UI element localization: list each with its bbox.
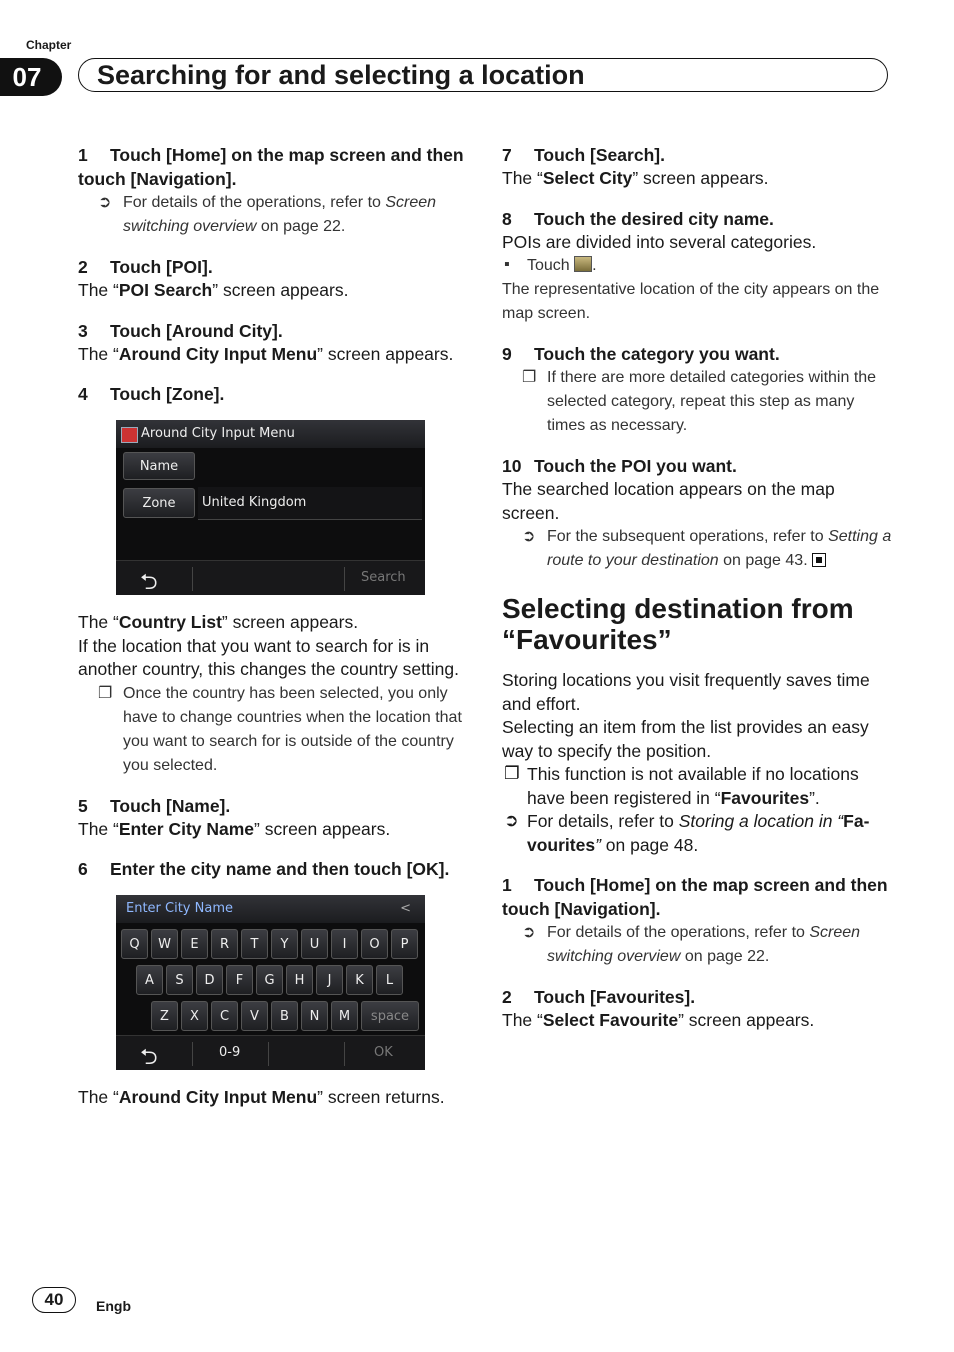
fav-step-1: 1 Touch [Home] on the map screen and then touch [Navigation]. <box>502 875 888 919</box>
chapter-number: 07 <box>0 58 62 96</box>
key-f[interactable]: F <box>226 965 253 995</box>
step-7: 7 Touch [Search]. <box>502 145 665 165</box>
step-8: 8 Touch the desired city name. <box>502 208 774 229</box>
search-button[interactable]: Search <box>361 570 406 585</box>
zone-value: United Kingdom <box>198 487 422 520</box>
step-5-desc: The “Enter City Name” screen appears. <box>78 818 391 839</box>
enter-city-screenshot <box>116 895 425 1070</box>
numbers-button[interactable]: 0-9 <box>219 1045 241 1060</box>
step-1: 1 Touch [Home] on the map screen and then touch [Navigation]. <box>78 145 464 189</box>
step-8-desc: POIs are divided into several categories. <box>502 231 817 252</box>
key-k[interactable]: K <box>346 965 373 995</box>
square-bullet-icon: ▪ <box>504 256 510 273</box>
back-icon[interactable]: ⮌ <box>140 1045 158 1070</box>
step-8-bullet-desc: The representative location of the city appears on the map screen. <box>502 281 880 322</box>
key-s[interactable]: S <box>166 965 193 995</box>
step-10-desc: The searched location appears on the map screen. <box>502 479 835 523</box>
step-10-note: ➲ For the subsequent operations, refer to Setting a route to your destination on page 43. <box>502 525 892 573</box>
key-space[interactable]: space <box>361 1001 419 1031</box>
checkbox-icon: ❐ <box>504 763 520 783</box>
backspace-icon[interactable]: < <box>400 901 411 916</box>
city-map-icon <box>574 256 592 272</box>
app-icon <box>121 427 138 443</box>
step-5: 5 Touch [Name]. <box>78 795 231 816</box>
checkbox-icon: ❐ <box>522 369 537 386</box>
page-number: 40 <box>32 1287 76 1313</box>
country-change-desc: If the location that you want to search for is in another country, this changes the country setting. <box>78 635 460 679</box>
section-title: Selecting destination from “Favourites” <box>502 593 854 655</box>
arrow-icon: ➲ <box>98 194 112 211</box>
key-b[interactable]: B <box>271 1001 298 1031</box>
section-note-2: ➲ For details, refer to Storing a location in “Favourites” on page 48. <box>504 810 870 855</box>
key-l[interactable]: L <box>376 965 403 995</box>
key-d[interactable]: D <box>196 965 223 995</box>
key-g[interactable]: G <box>256 965 283 995</box>
step-6-after: The “Around City Input Menu” screen returns. <box>78 1087 445 1107</box>
step-3: 3 Touch [Around City]. <box>78 320 283 341</box>
step-6: 6 Enter the city name and then touch [OK]. <box>78 859 450 879</box>
step-9: 9 Touch the category you want. <box>502 344 780 364</box>
arrow-icon: ➲ <box>504 810 519 830</box>
step-7-desc: The “Select City” screen appears. <box>502 168 769 188</box>
key-v[interactable]: V <box>241 1001 268 1031</box>
step-3-desc: The “Around City Input Menu” screen appears. <box>78 343 454 364</box>
section-para-2: Selecting an item from the list provides an easy way to specify the position. <box>502 717 869 761</box>
country-list-desc: The “Country List” screen appears. <box>78 612 359 632</box>
screen-title-bar: Around City Input Menu <box>116 420 425 448</box>
key-x[interactable]: X <box>181 1001 208 1031</box>
key-t[interactable]: T <box>241 929 268 959</box>
step-10: 10 Touch the POI you want. <box>502 456 737 476</box>
checkbox-icon: ❐ <box>98 684 113 702</box>
fav-step-2: 2 Touch [Favourites]. <box>502 987 696 1007</box>
key-z[interactable]: Z <box>151 1001 178 1031</box>
ok-button[interactable]: OK <box>374 1045 393 1060</box>
section-para-1: Storing locations you visit frequently saves time and effort. <box>502 670 870 714</box>
keyboard-title-bar: Enter City Name < <box>116 895 425 923</box>
key-c[interactable]: C <box>211 1001 238 1031</box>
step-1-note: ➲ For details of the operations, refer to Screen switching overview on page 22. <box>78 191 468 239</box>
end-mark-icon <box>812 553 826 567</box>
arrow-icon: ➲ <box>522 528 536 545</box>
zone-button[interactable]: Zone <box>123 488 195 518</box>
step-9-note: ❐ If there are more detailed categories within the selected category, repeat this step as many times as necessary. <box>502 366 892 438</box>
key-r[interactable]: R <box>211 929 238 959</box>
key-y[interactable]: Y <box>271 929 298 959</box>
fav-step-1-note: ➲ For details of the operations, refer to Screen switching overview on page 22. <box>502 921 892 969</box>
key-j[interactable]: J <box>316 965 343 995</box>
key-e[interactable]: E <box>181 929 208 959</box>
key-i[interactable]: I <box>331 929 358 959</box>
key-u[interactable]: U <box>301 929 328 959</box>
key-a[interactable]: A <box>136 965 163 995</box>
key-n[interactable]: N <box>301 1001 328 1031</box>
right-column <box>502 143 892 1033</box>
key-o[interactable]: O <box>361 929 388 959</box>
step-8-bullet: ▪ Touch . <box>502 254 892 278</box>
arrow-icon: ➲ <box>522 924 536 941</box>
key-w[interactable]: W <box>151 929 178 959</box>
step-4: 4 Touch [Zone]. <box>78 384 225 404</box>
around-city-screenshot <box>116 420 425 595</box>
key-p[interactable]: P <box>391 929 418 959</box>
country-note: ❐ Once the country has been selected, you only have to change countries when the location that you want to search for is outside of the country you selected. <box>78 682 468 778</box>
key-h[interactable]: H <box>286 965 313 995</box>
step-2-desc: The “POI Search” screen appears. <box>78 280 349 300</box>
left-column <box>78 143 468 1110</box>
back-icon[interactable]: ⮌ <box>140 570 158 595</box>
fav-step-2-desc: The “Select Favourite” screen appears. <box>502 1010 815 1030</box>
key-q[interactable]: Q <box>121 929 148 959</box>
name-button[interactable]: Name <box>123 452 195 480</box>
chapter-label: Chapter <box>26 38 72 52</box>
step-2: 2 Touch [POI]. <box>78 257 213 277</box>
chapter-title: Searching for and selecting a location <box>78 58 888 92</box>
key-m[interactable]: M <box>331 1001 358 1031</box>
section-note-1: ❐ This function is not available if no locations have been registered in “Favourites”. <box>504 763 859 808</box>
language-code: Engb <box>96 1298 131 1314</box>
